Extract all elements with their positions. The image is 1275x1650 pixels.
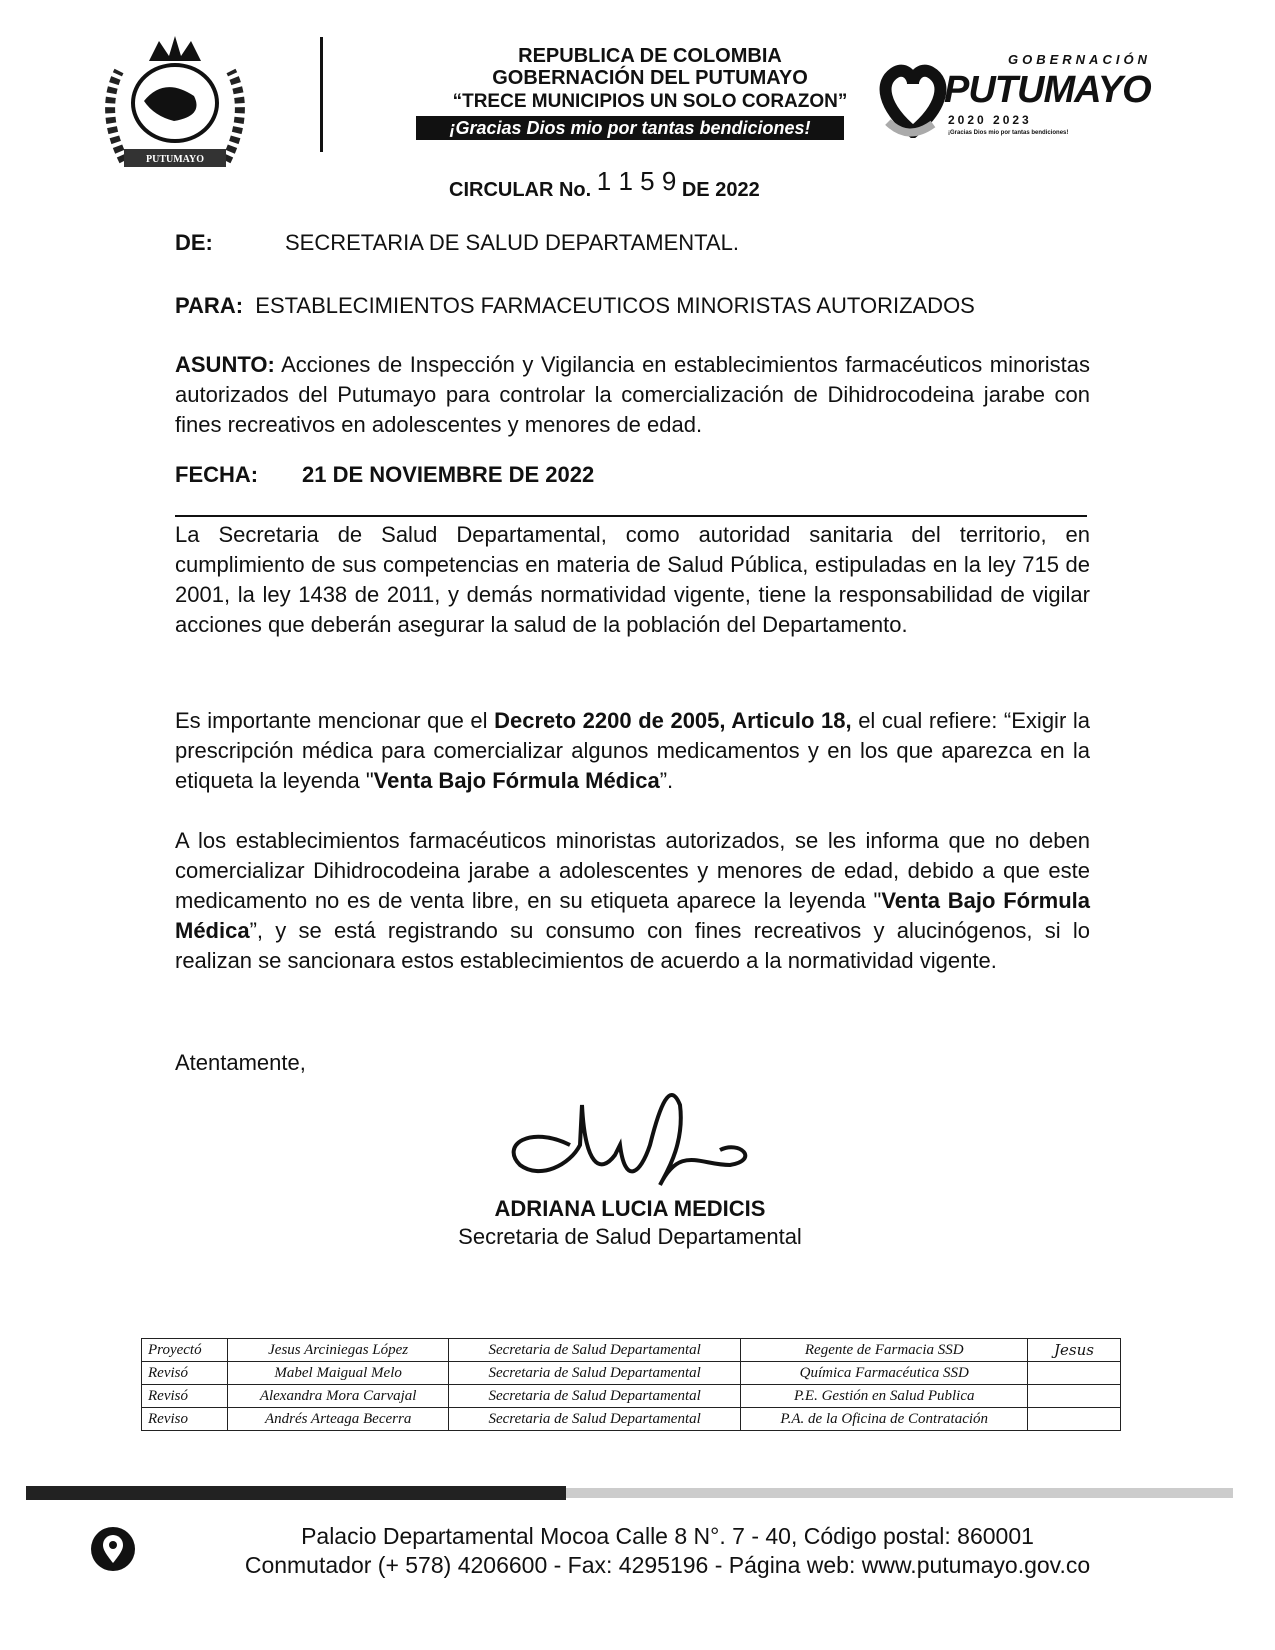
- review-cell-office: Secretaria de Salud Departamental: [448, 1408, 741, 1431]
- review-cell-role: Reviso: [142, 1408, 228, 1431]
- review-cell-role: Revisó: [142, 1362, 228, 1385]
- separator-rule: [175, 515, 1087, 517]
- asunto-block: ASUNTO: Acciones de Inspección y Vigilancia en establecimientos farmacéuticos minoristas autorizados del Putumayo para controlar la comercialización de Dihidrocodeina jarabe con fines recreativos en adolescentes y menores de edad.: [175, 352, 1090, 437]
- circular-number: CIRCULAR No. 1 1 5 9 DE 2022: [449, 166, 760, 201]
- svg-text:PUTUMAYO: PUTUMAYO: [146, 154, 204, 165]
- header-line-1: REPUBLICA DE COLOMBIA: [518, 45, 782, 67]
- header-divider: [320, 37, 323, 152]
- header-motto: “TRECE MUNICIPIOS UN SOLO CORAZON”: [452, 91, 848, 112]
- signatory-name: ADRIANA LUCIA MEDICIS: [494, 1196, 766, 1221]
- footer-bar-dark: [26, 1486, 566, 1500]
- review-cell-position: Regente de Farmacia SSD: [741, 1339, 1028, 1362]
- review-cell-office: Secretaria de Salud Departamental: [448, 1362, 741, 1385]
- logo-gobernacion-text: GOBERNACIÓN: [1008, 52, 1151, 67]
- footer-contact: Conmutador (+ 578) 4206600 - Fax: 4295196 - Página web: www.putumayo.gov.co: [244, 1552, 1091, 1578]
- review-cell-name: Alexandra Mora Carvajal: [228, 1385, 448, 1408]
- body-paragraph-3: A los establecimientos farmacéuticos minoristas autorizados, se les informa que no deben comercializar Dihidrocodeina jarabe a adolescentes y menores de edad, debido a que este medicamento no es de venta libre, en su etiqueta aparece la leyenda "Venta Bajo Fórmula Médica”, y se está registrando su consumo con fines recreativos y alucinógenos, si lo realizan se sancionara estos establecimientos de acuerdo a la normatividad vigente.: [175, 828, 1090, 973]
- de-label: DE:: [175, 230, 213, 255]
- review-table-row: [142, 1385, 1121, 1408]
- signatory-title: Secretaria de Salud Departamental: [458, 1224, 802, 1249]
- review-cell-position: P.E. Gestión en Salud Publica: [741, 1385, 1028, 1408]
- review-cell-initials: [1028, 1408, 1121, 1431]
- fecha-label: FECHA:: [175, 462, 259, 487]
- logo-tagline-text: ¡Gracias Dios mio por tantas bendiciones!: [948, 130, 1069, 136]
- logo-years-text: 2020 2023: [948, 113, 1032, 127]
- gobernacion-putumayo-logo: [878, 52, 1188, 144]
- review-table-row: [142, 1408, 1121, 1431]
- header-line-2: GOBERNACIÓN DEL PUTUMAYO: [492, 67, 808, 89]
- footer-address: Palacio Departamental Mocoa Calle 8 N°. 7 - 40, Código postal: 860001: [301, 1523, 1034, 1549]
- review-cell-role: Revisó: [142, 1385, 228, 1408]
- logo-putumayo-text: PUTUMAYO: [944, 69, 1151, 111]
- heart-logo-icon: [878, 62, 948, 138]
- fecha-value: 21 DE NOVIEMBRE DE 2022: [302, 462, 595, 487]
- review-table-row: [142, 1339, 1121, 1362]
- header-banner: ¡Gracias Dios mio por tantas bendiciones!: [416, 116, 844, 140]
- review-cell-name: Andrés Arteaga Becerra: [228, 1408, 448, 1431]
- review-cell-position: P.A. de la Oficina de Contratación: [741, 1408, 1028, 1431]
- review-table: [141, 1338, 1121, 1431]
- review-table-row: [142, 1362, 1121, 1385]
- review-cell-name: Mabel Maigual Melo: [228, 1362, 448, 1385]
- review-cell-initials: Jesus: [1028, 1339, 1121, 1362]
- body-paragraph-1: La Secretaria de Salud Departamental, como autoridad sanitaria del territorio, en cumplimiento de sus competencias en materia de Salud Pública, estipuladas en la ley 715 de 2001, la ley 1438 de 2011, y demás normatividad vigente, tiene la responsabilidad de vigilar acciones que deberán asegurar la salud de la población del Departamento.: [175, 522, 1090, 637]
- review-cell-office: Secretaria de Salud Departamental: [448, 1339, 741, 1362]
- body-paragraph-2: Es importante mencionar que el Decreto 2200 de 2005, Articulo 18, el cual refiere: “Exigir la prescripción médica para comercializar algunos medicamentos y en los que aparezca en la etiqueta la leyenda "Venta Bajo Fórmula Médica”.: [175, 708, 1090, 793]
- review-cell-initials: [1028, 1362, 1121, 1385]
- review-cell-initials: [1028, 1385, 1121, 1408]
- de-value: SECRETARIA DE SALUD DEPARTAMENTAL.: [285, 230, 739, 255]
- para-line: PARA: ESTABLECIMIENTOS FARMACEUTICOS MINORISTAS AUTORIZADOS: [175, 293, 975, 318]
- circular-stamp-number: 1 1 5 9: [596, 166, 677, 196]
- coat-of-arms-seal: [94, 21, 256, 179]
- review-cell-name: Jesus Arciniegas López: [228, 1339, 448, 1362]
- footer-bar-light: [566, 1488, 1233, 1498]
- review-cell-position: Química Farmacéutica SSD: [741, 1362, 1028, 1385]
- review-cell-role: Proyectó: [142, 1339, 228, 1362]
- closing: Atentamente,: [175, 1050, 306, 1075]
- handwritten-signature: [500, 1085, 780, 1193]
- review-cell-office: Secretaria de Salud Departamental: [448, 1385, 741, 1408]
